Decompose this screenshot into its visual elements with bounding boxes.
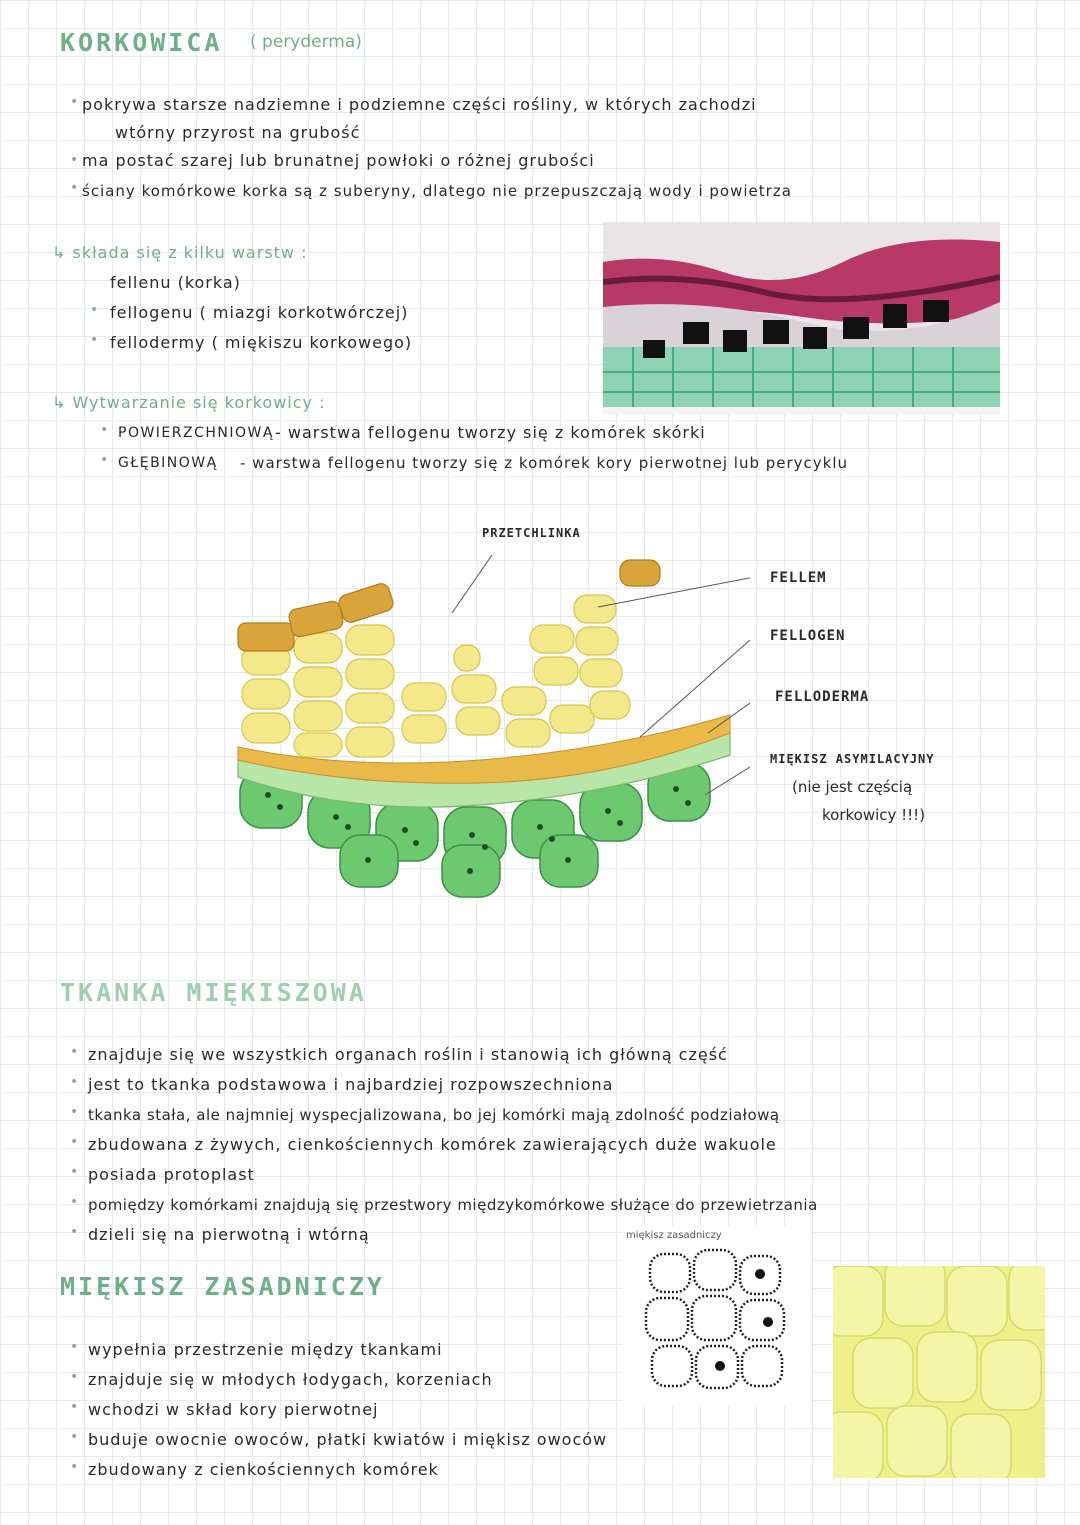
- bullet-text: znajduje się we wszystkich organach roślin i stanowią ich główną część: [88, 1045, 728, 1064]
- section-subtitle: ( peryderma): [250, 32, 362, 52]
- bullet-dot: •: [70, 1194, 79, 1210]
- diagram-label-lenticel: PRZETCHLINKA: [482, 526, 581, 540]
- bullet-dot: •: [90, 302, 99, 318]
- bullet-text: dzieli się na pierwotną i wtórną: [88, 1225, 370, 1244]
- bullet-dot: •: [70, 1369, 79, 1385]
- formation-term: GŁĘBINOWĄ: [118, 455, 218, 471]
- diagram-note-line1: (nie jest częścią: [792, 778, 913, 796]
- layer-item: fellodermy ( miękiszu korkowego): [110, 333, 413, 352]
- bullet-text: wchodzi w skład kory pierwotnej: [88, 1400, 379, 1419]
- bullet-text: buduje owocnie owoców, płatki kwiatów i miękisz owoców: [88, 1430, 608, 1449]
- parenchyma-caption: miękisz zasadniczy: [626, 1230, 722, 1241]
- bullet-text: jest to tkanka podstawowa i najbardziej rozpowszechniona: [88, 1075, 614, 1094]
- bullet-dot: •: [70, 1164, 79, 1180]
- layer-item: fellogenu ( miazgi korkotwórczej): [110, 303, 409, 322]
- bullet-dot: •: [100, 422, 109, 438]
- layers-heading: ↳ składa się z kilku warstw :: [52, 243, 308, 262]
- parenchyma-photo-texture: [833, 1266, 1045, 1478]
- cork-micrograph-image: [603, 222, 1000, 414]
- layer-item: fellenu (korka): [110, 273, 241, 292]
- bullet-dot: •: [70, 1224, 79, 1240]
- bullet-dot: •: [70, 1074, 79, 1090]
- section-title-miekisz-zasadniczy: MIĘKISZ ZASADNICZY: [60, 1272, 385, 1301]
- bullet-text: pomiędzy komórkami znajdują się przestwory międzykomórkowe służące do przewietrzania: [88, 1196, 818, 1214]
- diagram-label-felloderma: FELLODERMA: [775, 689, 870, 705]
- parenchyma-cells-drawing: [642, 1246, 792, 1396]
- diagram-note-line2: korkowicy !!!): [822, 806, 926, 824]
- bullet-text: zbudowana z żywych, cienkościennych komórek zawierających duże wakuole: [88, 1135, 777, 1154]
- bullet-text: ma postać szarej lub brunatnej powłoki o różnej grubości: [82, 151, 595, 170]
- formation-text: - warstwa fellogenu tworzy się z komórek skórki: [275, 423, 706, 442]
- bullet-text: posiada protoplast: [88, 1165, 255, 1184]
- bullet-text: wypełnia przestrzenie między tkankami: [88, 1340, 443, 1359]
- bullet-dot: •: [70, 1339, 79, 1355]
- bullet-text: wtórny przyrost na grubość: [115, 123, 361, 142]
- diagram-label-fellogen: FELLOGEN: [770, 628, 846, 644]
- parenchyma-photo: [833, 1266, 1045, 1478]
- bullet-dot: •: [70, 152, 79, 168]
- bullet-dot: •: [70, 1399, 79, 1415]
- bullet-text: pokrywa starsze nadziemne i podziemne części rośliny, w których zachodzi: [82, 95, 757, 114]
- formation-term: POWIERZCHNIOWĄ: [118, 425, 274, 441]
- bullet-dot: •: [70, 94, 79, 110]
- section-title-korkowica: KORKOWICA: [60, 28, 223, 57]
- bullet-dot: •: [90, 332, 99, 348]
- bullet-dot: •: [70, 1134, 79, 1150]
- bullet-text: zbudowany z cienkościennych komórek: [88, 1460, 439, 1479]
- formation-text: - warstwa fellogenu tworzy się z komórek kory pierwotnej lub perycyklu: [240, 454, 849, 472]
- bullet-dot: •: [70, 1429, 79, 1445]
- diagram-label-fellem: FELLEM: [770, 570, 827, 586]
- diagram-label-assimilation: MIĘKISZ ASYMILACYJNY: [770, 752, 935, 766]
- bullet-text: tkanka stała, ale najmniej wyspecjalizowana, bo jej komórki mają zdolność podziałową: [88, 1106, 780, 1124]
- bullet-text: ściany komórkowe korka są z suberyny, dlatego nie przepuszczają wody i powietrza: [82, 182, 792, 200]
- bullet-dot: •: [70, 1044, 79, 1060]
- parenchyma-drawing-panel: [622, 1226, 812, 1406]
- bullet-dot: •: [100, 452, 109, 468]
- section-title-tkanka-miekiszowa: TKANKA MIĘKISZOWA: [60, 978, 367, 1007]
- bullet-dot: •: [70, 180, 79, 196]
- formation-heading: ↳ Wytwarzanie się korkowicy :: [52, 393, 326, 412]
- bullet-text: znajduje się w młodych łodygach, korzeniach: [88, 1370, 493, 1389]
- bullet-dot: •: [70, 1459, 79, 1475]
- bullet-dot: •: [70, 1104, 79, 1120]
- korkowica-diagram: [230, 555, 750, 905]
